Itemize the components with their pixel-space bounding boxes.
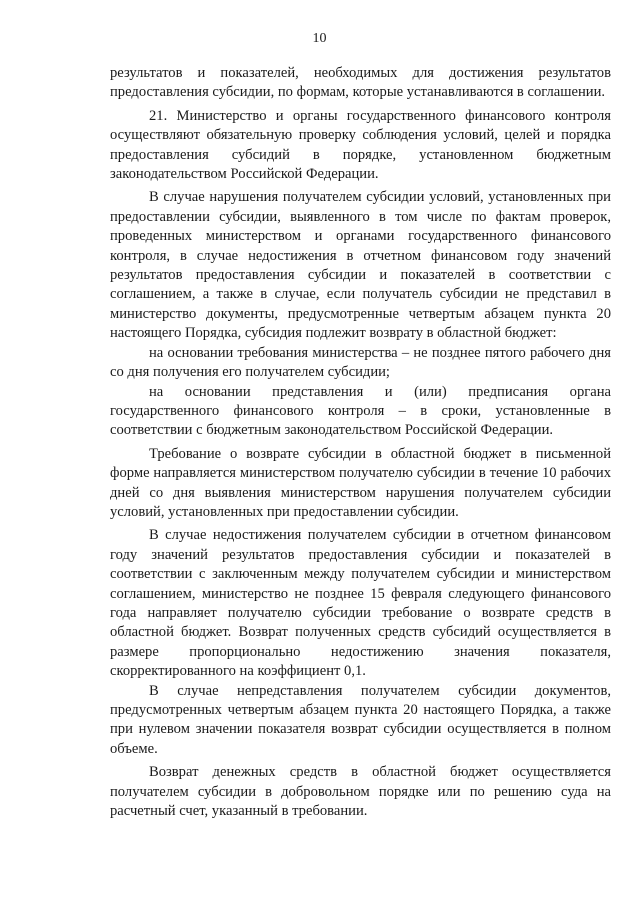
paragraph-clause-21: 21. Министерство и органы государственного финансового контроля осуществляют обязательную проверку соблюдения условий, целей и порядка предоставления субсидий в порядке, установленном бюджетным законодательством Российской Федерации. [110,107,611,183]
paragraph-non-achievement: В случае недостижения получателем субсидии в отчетном финансовом году значений результатов предоставления субсидии и показателей в соответствии с заключенным между получателем субсидии и министерством соглашением, министерство не позднее 15 февраля следующего финансового года направляет получателю субсидии требование о возврате средств в областной бюджет. Возврат полученных средств субсидий осуществляется в размере пропорционально недостижению значения показателя, скорректированного на коэффициент 0,1. [110,527,611,680]
paragraph-ministry-requirement: на основании требования министерства – не позднее пятого рабочего дня со дня получения его получателем субсидии; [110,344,611,381]
paragraph-non-submission: В случае непредставления получателем субсидии документов, предусмотренных четвертым абзацем пункта 20 настоящего Порядка, а также при нулевом значении показателя возврат субсидии осуществляется в полном объеме. [110,682,611,757]
paragraph-continuation: результатов и показателей, необходимых для достижения результатов предоставления субсидии, по формам, которые устанавливаются в соглашении. [110,65,611,101]
paragraph-refund-method: Возврат денежных средств в областной бюджет осуществляется получателем субсидии в добровольном порядке или по решению суда на расчетный счет, указанный в требовании. [110,764,611,820]
document-body [110,64,611,821]
paragraph-control-body-order: на основании представления и (или) предписания органа государственного финансового контроля – в сроки, установленные в соответствии с бюджетным законодательством Российской Федерации. [110,383,611,439]
page-number: 10 [312,31,327,46]
paragraph-written-requirement: Требование о возврате субсидии в областной бюджет в письменной форме направляется министерством получателю субсидии в течение 10 рабочих дней со дня выявления министерством нарушения получателем субсидии условий, установленных при предоставлении субсидии. [110,445,611,520]
paragraph-violation-return: В случае нарушения получателем субсидии условий, установленных при предоставлении субсидии, выявленного в том числе по фактам проверок, проведенных министерством и органами государственного финансового контроля, в случае недостижения в отчетном финансовом году значений результатов предоставления субсидии и показателей в соответствии с соглашением, а также в случае, если получатель субсидии не представил в министерство документы, предусмотренные четвертым абзацем пункта 20 настоящего Порядка, субсидия подлежит возврату в областной бюджет: [110,189,611,342]
